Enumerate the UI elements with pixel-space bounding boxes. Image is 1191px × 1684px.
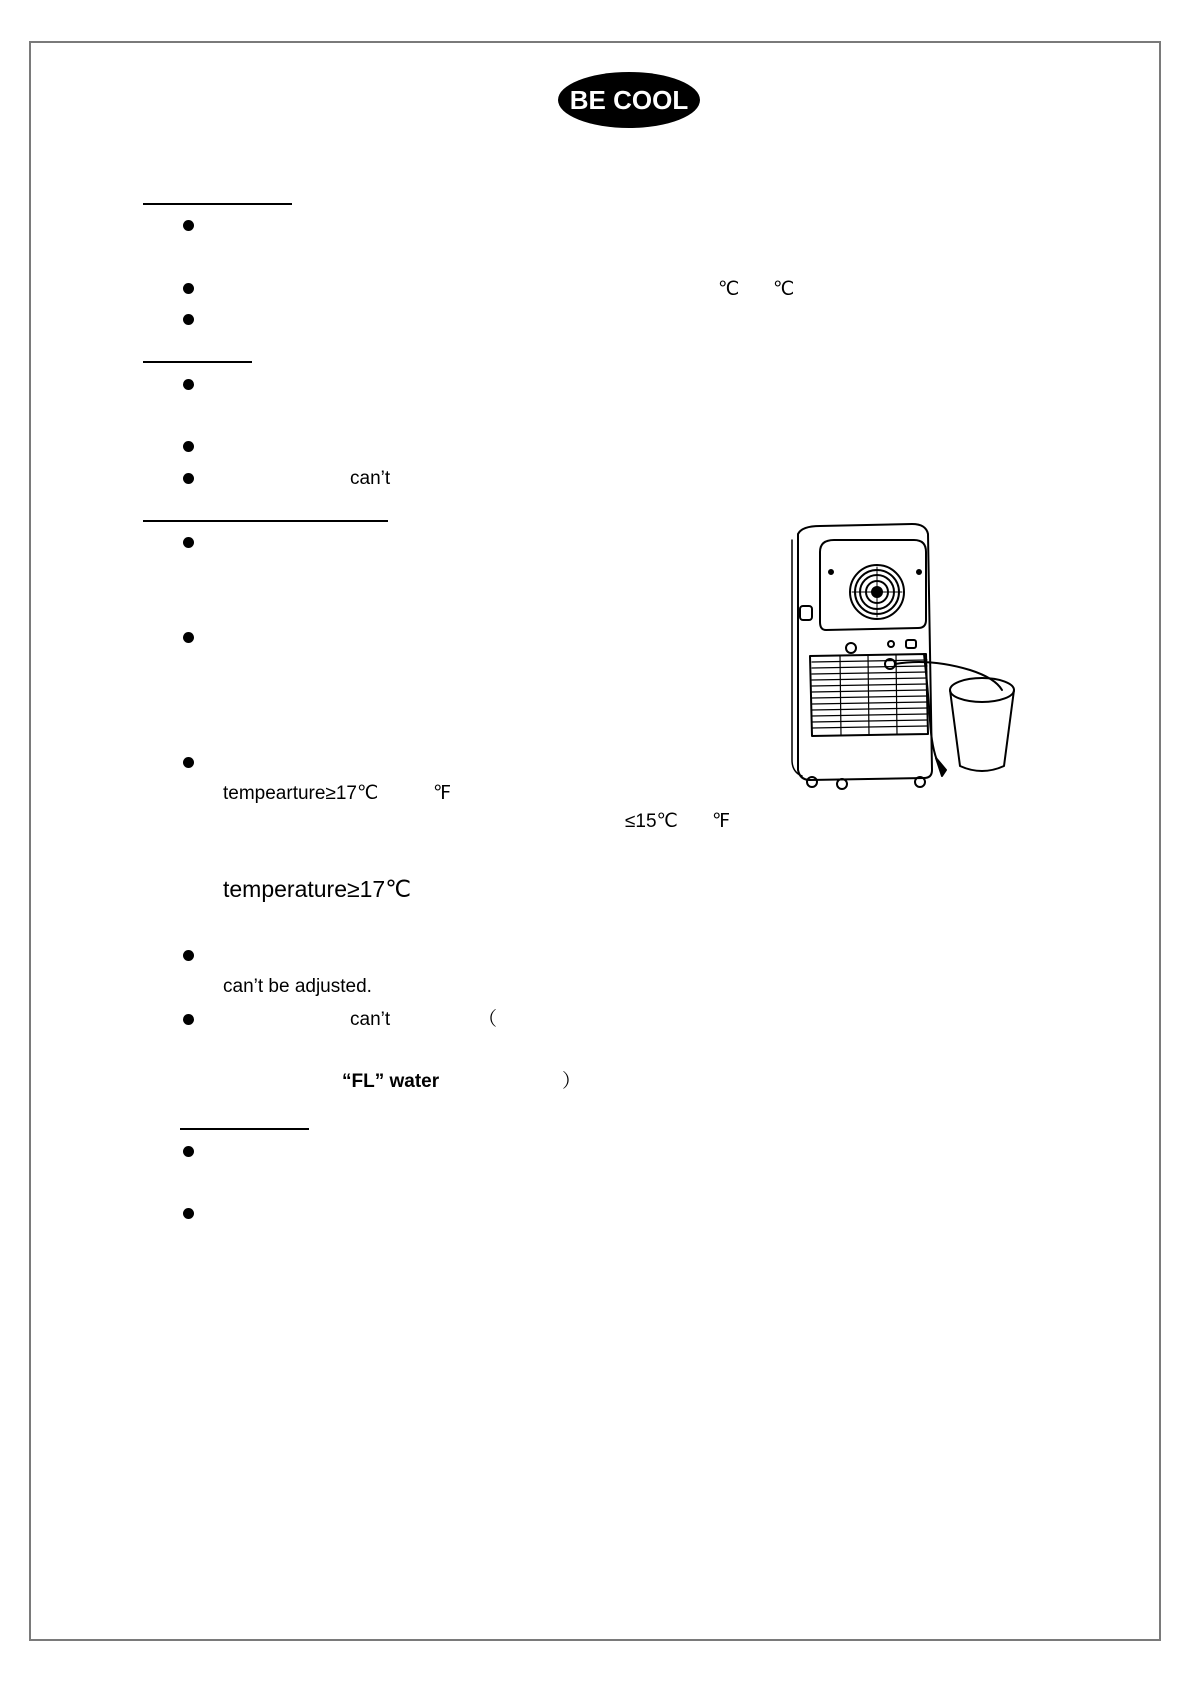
deg-c-symbol: ℃: [773, 279, 795, 300]
bullet: [183, 1014, 194, 1025]
be-cool-logo: [557, 71, 701, 129]
temperature-threshold-text: tempearture≥17℃: [223, 783, 379, 804]
bullet: [183, 220, 194, 231]
open-parenthesis: （: [478, 1009, 498, 1030]
deg-f-symbol: ℉: [433, 783, 452, 804]
cant-be-adjusted-text: can’t be adjusted.: [223, 976, 372, 997]
cant-fragment: can’t: [350, 468, 391, 489]
air-conditioner-drain-illustration: [780, 520, 1035, 815]
section-rule-2: [143, 361, 252, 363]
close-parenthesis: ）: [562, 1071, 582, 1092]
bullet: [183, 950, 194, 961]
bullet: [183, 283, 194, 294]
bullet: [183, 537, 194, 548]
section-rule-1: [143, 203, 292, 205]
cant-fragment: can’t: [350, 1009, 391, 1030]
bullet: [183, 632, 194, 643]
bullet: [183, 1146, 194, 1157]
bullet: [183, 1208, 194, 1219]
low-temperature-text: ≤15℃: [625, 811, 678, 832]
bullet: [183, 314, 194, 325]
bullet: [183, 379, 194, 390]
bullet: [183, 757, 194, 768]
bullet: [183, 473, 194, 484]
deg-f-symbol: ℉: [712, 811, 731, 832]
fl-water-text: “FL” water: [342, 1071, 440, 1092]
deg-c-symbol: ℃: [718, 279, 740, 300]
temperature-threshold-text-large: temperature≥17℃: [223, 876, 412, 902]
logo-text: BE COOL: [569, 85, 689, 115]
page-border: [29, 41, 1161, 1641]
section-rule-3: [143, 520, 388, 522]
bullet: [183, 441, 194, 452]
section-rule-4: [180, 1128, 309, 1130]
